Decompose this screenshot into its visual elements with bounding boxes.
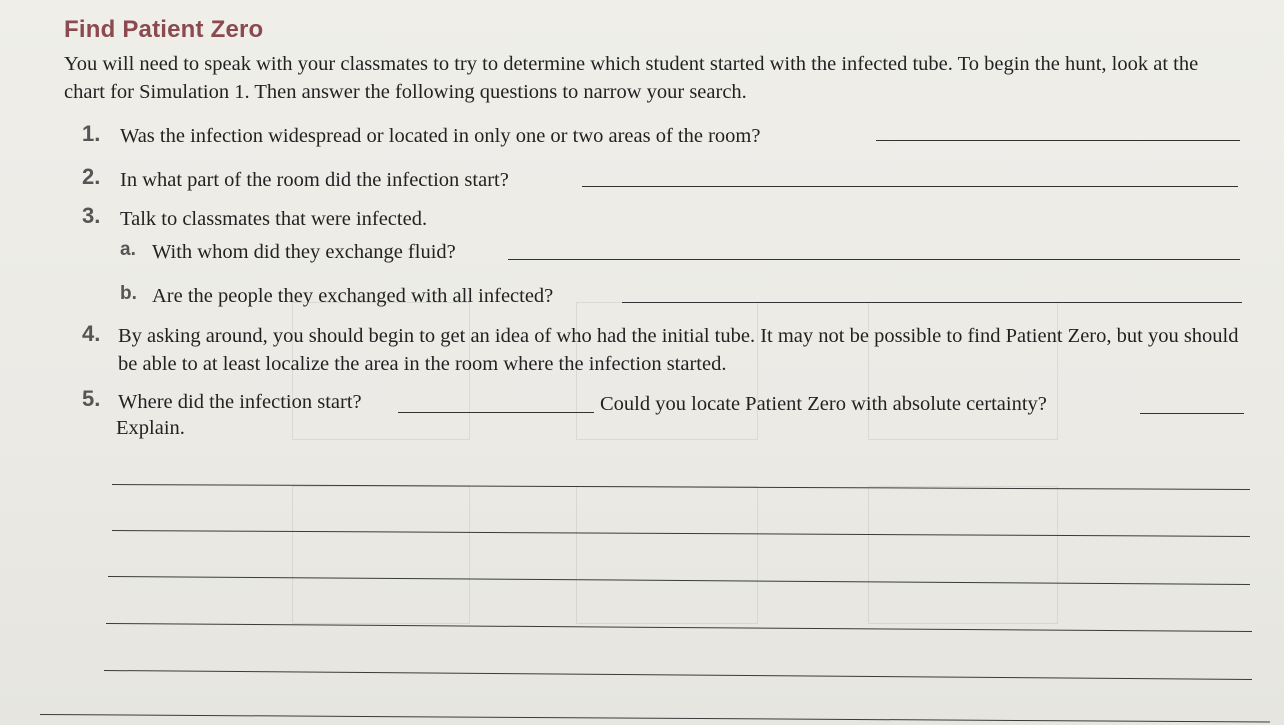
page-title: Find Patient Zero <box>64 16 264 43</box>
question-text: Talk to classmates that were infected. <box>120 208 428 230</box>
question-text: Explain. <box>116 417 185 439</box>
subquestion-letter: a. <box>120 239 136 260</box>
question-number: 2. <box>82 164 101 189</box>
question-text: Was the infection widespread or located in only one or two areas of the room? <box>120 125 761 147</box>
answer-blank[interactable] <box>1140 413 1244 414</box>
answer-blank[interactable] <box>876 140 1240 141</box>
subquestion-letter: b. <box>120 283 137 304</box>
intro-paragraph: You will need to speak with your classmates to try to determine which student started with the infected tube. To begin the hunt, look at the chart for Simulation 1. Then answer the following questions to narrow your search. <box>64 53 1199 103</box>
question-text: Could you locate Patient Zero with absolute certainty? <box>600 393 1047 415</box>
answer-blank[interactable] <box>582 186 1238 187</box>
bleed-through-box <box>576 486 758 624</box>
bleed-through-box <box>292 486 470 624</box>
question-text: Where did the infection start? <box>118 391 362 413</box>
writing-line[interactable] <box>104 670 1252 680</box>
question-text: By asking around, you should begin to get an idea of who had the initial tube. It may not be possible to find Patient Zero, but you should be able to at least localize the area in the room where the infection started. <box>118 325 1239 375</box>
page-bottom-rule <box>40 714 1270 723</box>
question-text: In what part of the room did the infection start? <box>120 169 509 191</box>
answer-blank[interactable] <box>508 259 1240 260</box>
question-number: 1. <box>82 121 101 146</box>
bleed-through-box <box>868 486 1058 624</box>
subquestion-text: With whom did they exchange fluid? <box>152 241 456 263</box>
question-number: 5. <box>82 386 101 411</box>
question-number: 3. <box>82 203 101 228</box>
question-number: 4. <box>82 321 101 346</box>
subquestion-text: Are the people they exchanged with all infected? <box>152 285 554 307</box>
answer-blank[interactable] <box>622 302 1242 303</box>
writing-line[interactable] <box>106 623 1252 632</box>
answer-blank[interactable] <box>398 412 594 413</box>
